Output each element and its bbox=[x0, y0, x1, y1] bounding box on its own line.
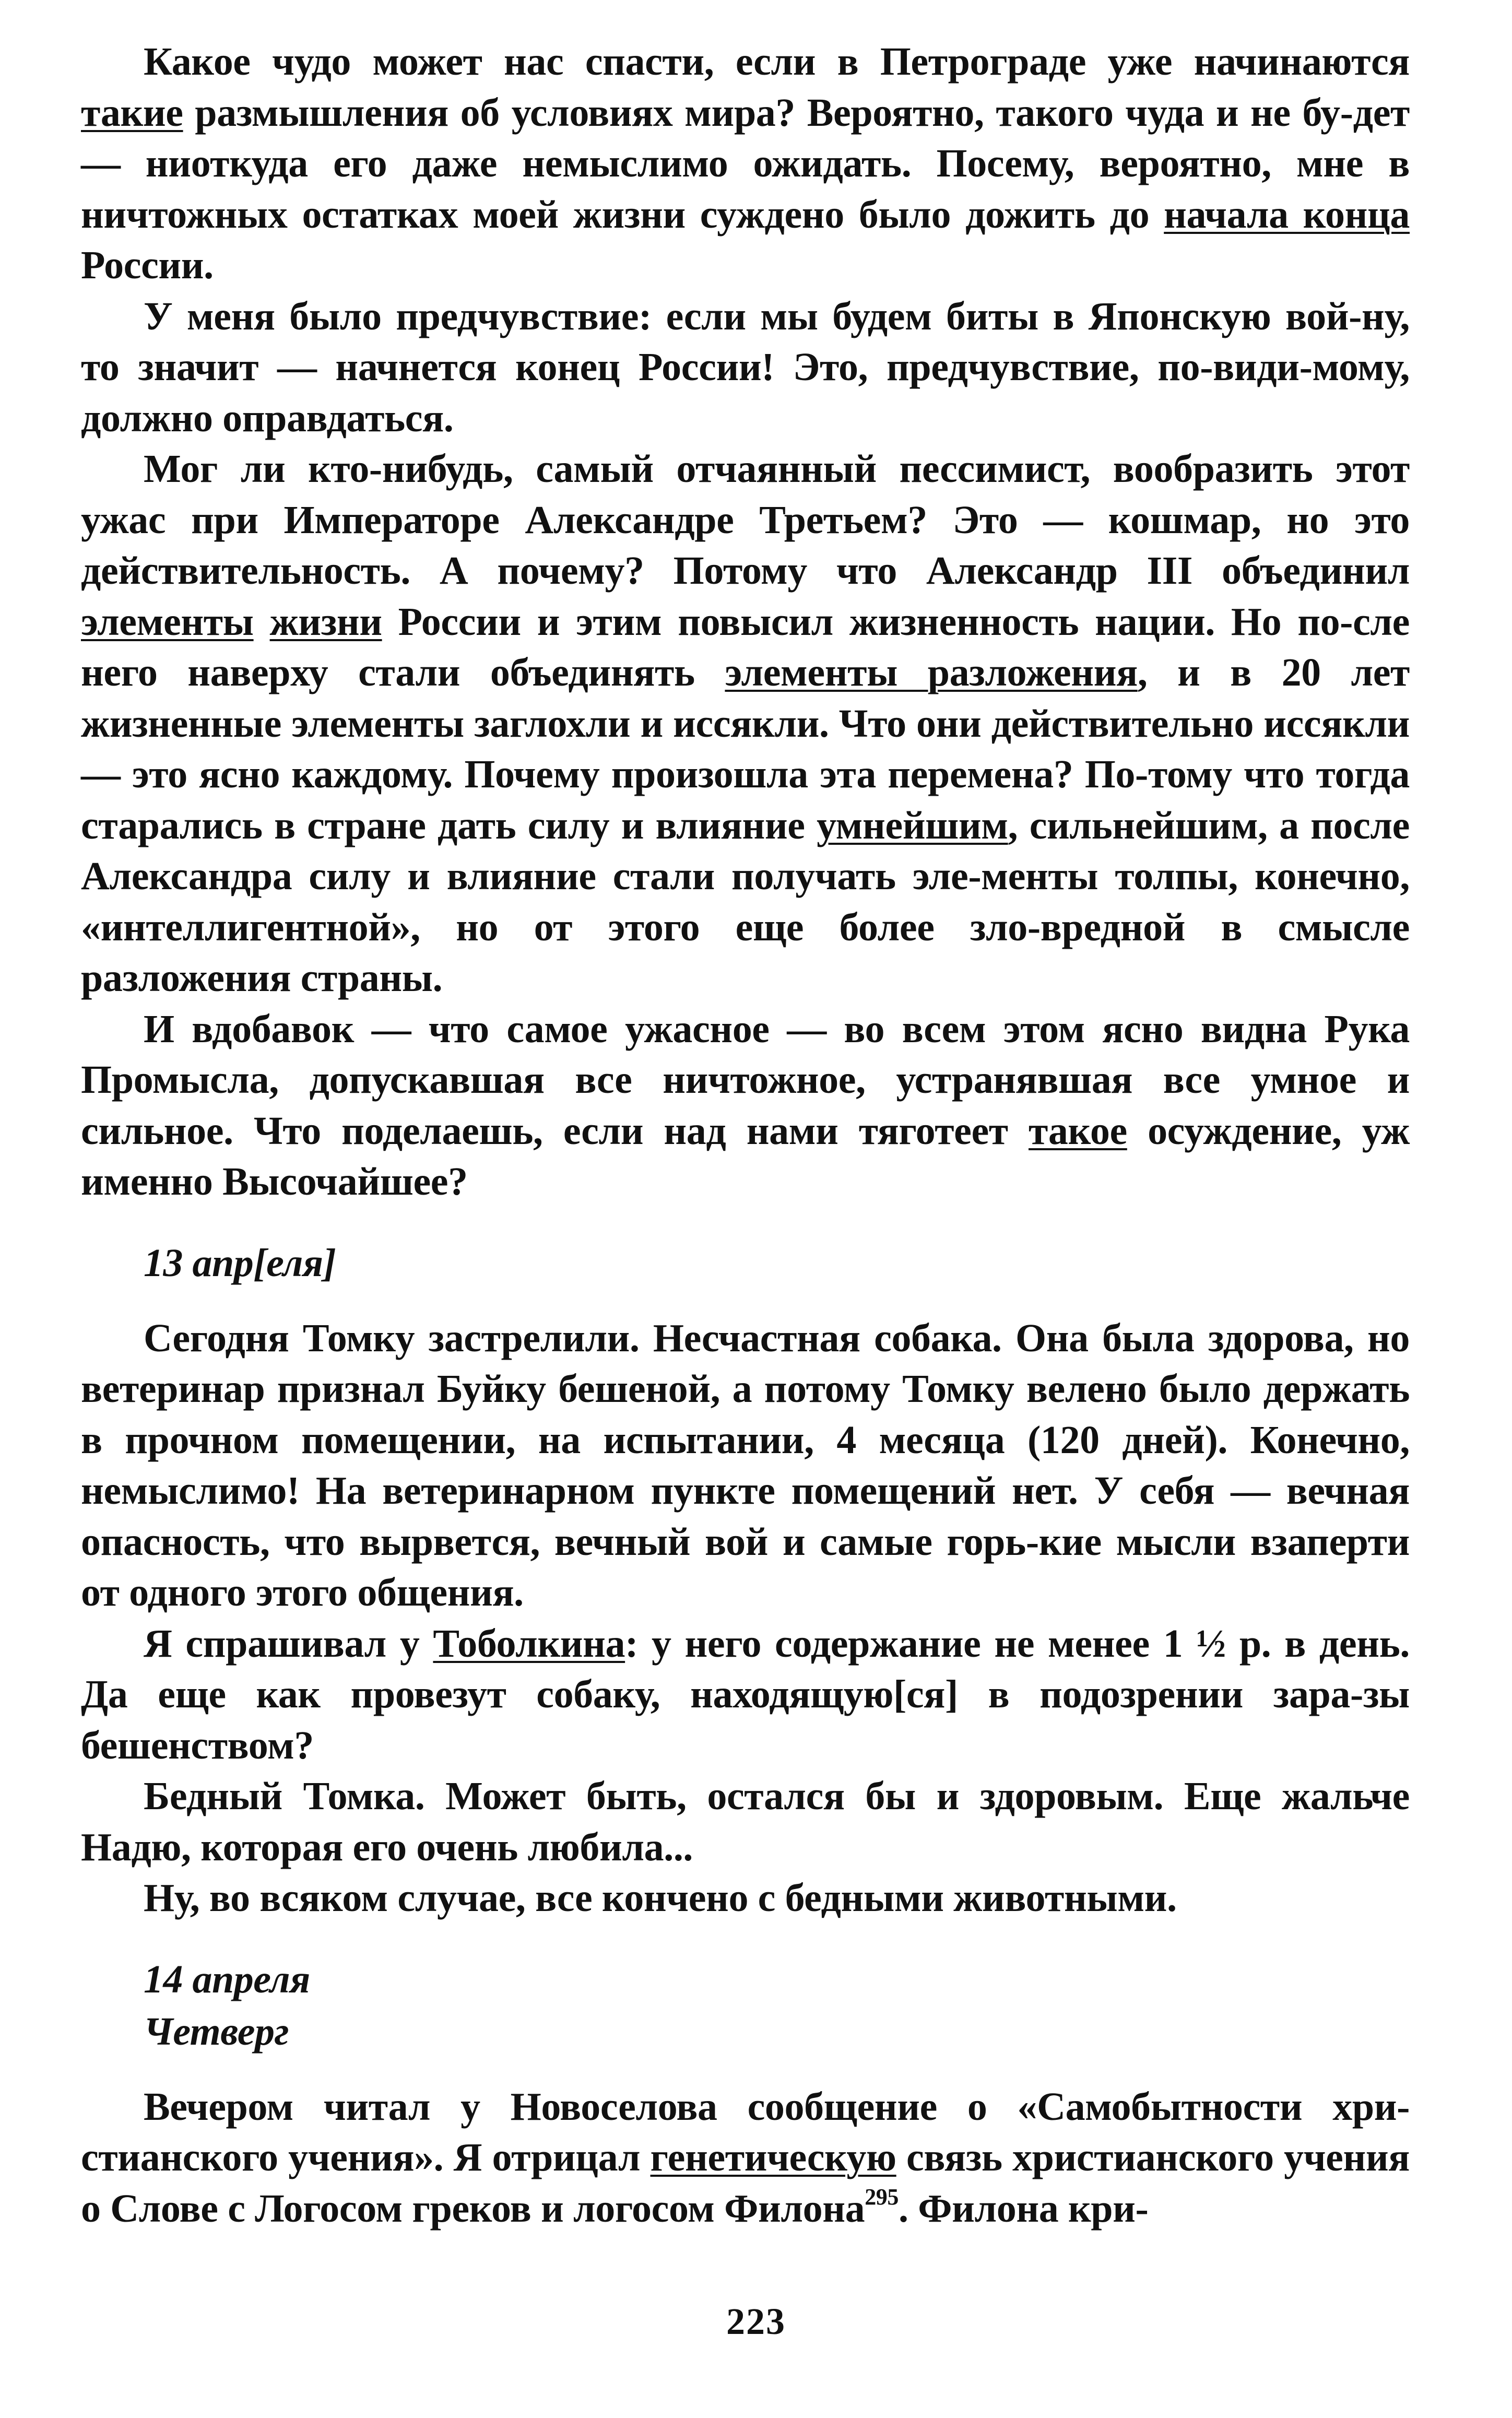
entry-date-heading: 13 апр[еля] bbox=[144, 1241, 336, 1285]
text-run: И вдобавок — что самое ужасное — во всем этом ясно видна Рука Промысла, допускавшая все ничтожное, устранявшая все умное и сильное. Что поделаешь, если над нами тяготеет bbox=[81, 1007, 1410, 1153]
text-run: размышления об условиях мира? Вероятно, такого чуда и не бу-дет — ниоткуда его даже немыслимо ожидать. Посему, вероятно, мне в ничтожных остатках моей жизни суждено было дожить до bbox=[81, 90, 1410, 237]
text-run: Я спрашивал у bbox=[144, 1621, 433, 1666]
footnote-reference: 295 bbox=[865, 2184, 899, 2210]
underlined-word: такое bbox=[1029, 1108, 1127, 1153]
text-run: Вечером читал у Новоселова сообщение о «Самобытности хри-стианского учения». Я отрицал bbox=[81, 2084, 1410, 2179]
underlined-word: Тоболкина bbox=[433, 1621, 625, 1666]
text-run bbox=[254, 600, 270, 644]
body-paragraph bbox=[81, 444, 1410, 1004]
entry-date-heading: Четверг bbox=[144, 2009, 289, 2054]
text-run: России. bbox=[81, 243, 214, 287]
text-run: России и этим повысил жизненность нации. Но по-сле него наверху стали объединять bbox=[81, 599, 1410, 694]
underlined-word: элементы разложения bbox=[725, 651, 1138, 694]
text-run: : у него содержание не менее 1 ½ р. в день. Да еще как провезут собаку, находящую[ся] в подозрении зара-зы бешенством? bbox=[81, 1621, 1410, 1767]
body-paragraph bbox=[81, 1619, 1410, 1772]
body-paragraph bbox=[81, 1004, 1410, 1208]
text-run: Сегодня Томку застрелили. Несчастная собака. Она была здорова, но ветеринар признал Буйку бешеной, а потому Томку велено было держать в прочном помещении, на испытании, 4 месяца (120 дней). Конечно, немыслимо! На ветеринарном пункте помещений нет. У себя — вечная опасность, что вырвется, вечный вой и самые горь-кие мысли взаперти от одного этого общения. bbox=[81, 1316, 1410, 1614]
text-run: осуждение, уж именно Высочайшее? bbox=[81, 1108, 1410, 1204]
body-paragraph bbox=[81, 291, 1410, 444]
underlined-word: жизни bbox=[269, 599, 382, 644]
body-paragraph bbox=[81, 2082, 1410, 2235]
underlined-word: такие bbox=[81, 90, 183, 135]
underlined-word: начала конца bbox=[1164, 192, 1410, 237]
body-paragraph bbox=[81, 37, 1410, 291]
underlined-word: генетическую bbox=[650, 2136, 896, 2179]
book-page bbox=[81, 37, 1410, 2234]
body-paragraph bbox=[81, 1873, 1410, 1924]
text-run: Бедный Томка. Может быть, остался бы и здоровым. Еще жальче Надю, которая его очень любила... bbox=[81, 1774, 1410, 1869]
page-number: 223 bbox=[726, 2301, 786, 2342]
entry-date-heading: 14 апреля bbox=[144, 1957, 310, 2001]
text-run: . Филона кри- bbox=[899, 2186, 1149, 2231]
body-paragraph bbox=[81, 1771, 1410, 1873]
text-run: У меня было предчувствие: если мы будем биты в Японскую вой-ну, то значит — начнется конец России! Это, предчувствие, по-види-мому, должно оправдаться. bbox=[81, 294, 1410, 440]
text-run: Мог ли кто-нибудь, самый отчаянный пессимист, вообразить этот ужас при Императоре Александре Третьем? Это — кошмар, но это действительность. А почему? Потому что Александр III объединил bbox=[81, 447, 1410, 593]
underlined-word: элементы bbox=[81, 599, 254, 644]
underlined-word: умнейшим bbox=[817, 803, 1008, 847]
text-run: , сильнейшим, а после Александра силу и влияние стали получать эле-менты толпы, конечно, «интеллигентной», но от этого еще более зло-вредной в смысле разложения страны. bbox=[81, 803, 1410, 1000]
body-paragraph bbox=[81, 1313, 1410, 1619]
text-run: Ну, во всяком случае, все кончено с бедными животными. bbox=[144, 1876, 1177, 1920]
text-run: Какое чудо может нас спасти, если в Петрограде уже начинаются bbox=[144, 40, 1410, 84]
text-run: , и в 20 лет жизненные элементы заглохли и иссякли. Что они действительно иссякли — это ясно каждому. Почему произошла эта перемена? По-тому что тогда старались в стране дать силу и влияние bbox=[81, 651, 1410, 847]
text-run: связь христианского учения о Слове с Логосом греков и логосом Филона bbox=[81, 2136, 1410, 2231]
